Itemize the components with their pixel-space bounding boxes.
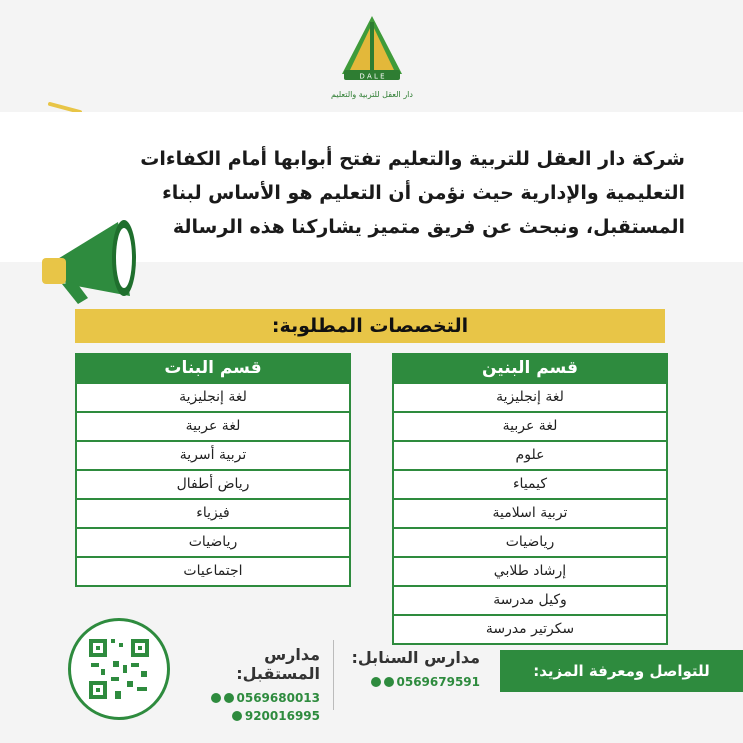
contact-banner: للتواصل ومعرفة المزيد: <box>500 650 743 692</box>
logo-initials: D A L E <box>359 72 385 81</box>
table-row: وكيل مدرسة <box>394 585 666 614</box>
school-sanabel <box>350 648 480 689</box>
company-logo <box>330 14 414 102</box>
table-row: سكرتير مدرسة <box>394 614 666 643</box>
table-row: إرشاد طلابي <box>394 556 666 585</box>
phone-number: 0569680013 <box>236 691 320 705</box>
table-row: لغة إنجليزية <box>77 382 349 411</box>
table-row: اجتماعيات <box>77 556 349 585</box>
school-mustaqbal <box>185 645 320 723</box>
table-row: فيزياء <box>77 498 349 527</box>
table-row: تربية أسرية <box>77 440 349 469</box>
table-row: لغة عربية <box>394 411 666 440</box>
table-row: تربية اسلامية <box>394 498 666 527</box>
phone-sanabel[interactable] <box>350 675 480 689</box>
whatsapp-icon <box>384 677 394 687</box>
specialties-title: التخصصات المطلوبة: <box>75 309 665 343</box>
table-row: علوم <box>394 440 666 469</box>
megaphone-icon <box>38 200 148 310</box>
girls-table <box>75 353 351 587</box>
qr-code[interactable] <box>68 618 170 720</box>
table-row: لغة عربية <box>77 411 349 440</box>
table-row: رياض أطفال <box>77 469 349 498</box>
girls-title: قسم البنات <box>77 355 349 382</box>
boys-table <box>392 353 668 645</box>
wheat-logo-icon <box>330 14 414 90</box>
phone-icon <box>232 711 242 721</box>
whatsapp-icon <box>224 693 234 703</box>
phone-number: 920016995 <box>244 709 320 723</box>
boys-title: قسم البنين <box>394 355 666 382</box>
table-row: كيمياء <box>394 469 666 498</box>
phone-number: 0569679591 <box>396 675 480 689</box>
logo-caption: دار العقل للتربية والتعليم <box>331 90 413 99</box>
school-mustaqbal-title: مدارس المستقبل: <box>236 645 320 683</box>
footer-divider <box>333 640 334 710</box>
table-row: لغة إنجليزية <box>394 382 666 411</box>
phone-mustaqbal-1[interactable] <box>185 691 320 705</box>
school-sanabel-title: مدارس السنابل: <box>351 648 480 667</box>
phone-icon <box>371 677 381 687</box>
qr-code-icon <box>71 621 167 717</box>
table-row: رياضيات <box>77 527 349 556</box>
table-row: رياضيات <box>394 527 666 556</box>
phone-mustaqbal-2[interactable] <box>185 709 320 723</box>
intro-text: شركة دار العقل للتربية والتعليم تفتح أبوابها أمام الكفاءات التعليمية والإدارية حيث نؤمن أن التعليم هو الأساس لبناء المستقبل، ونبحث عن فريق متميز يشاركنا هذه الرسالة <box>140 148 685 238</box>
phone-icon <box>211 693 221 703</box>
